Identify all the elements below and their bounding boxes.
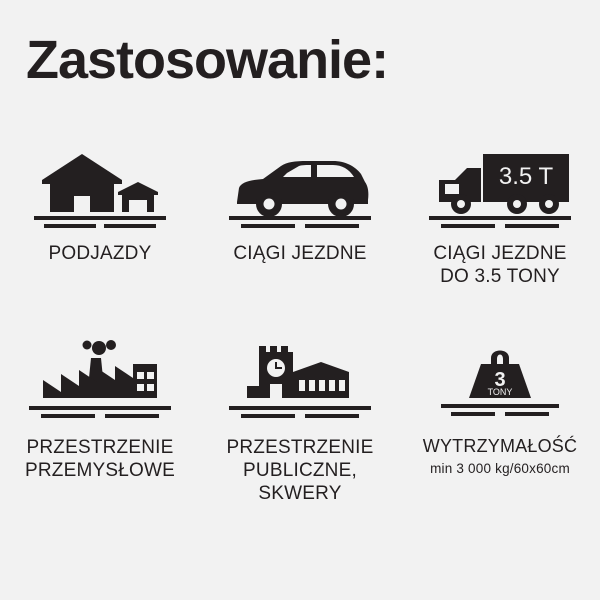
truck-load-badge: 3.5 T — [498, 163, 554, 190]
truck-icon — [425, 136, 575, 232]
house-garage-icon — [30, 136, 170, 232]
applications-grid — [0, 128, 600, 528]
application-item-load-capacity — [400, 328, 600, 528]
application-item-driving-lanes-35t — [400, 128, 600, 328]
factory-icon — [25, 336, 175, 428]
application-item-driving-lanes — [200, 128, 400, 328]
application-item-industrial-space — [0, 328, 200, 528]
weight-value: 3 — [494, 369, 506, 391]
application-label — [433, 242, 566, 288]
application-label — [423, 436, 577, 478]
application-label-line2: PRZEMYSŁOWE — [25, 460, 175, 482]
application-label-line3: SKWERY — [258, 483, 342, 505]
car-icon — [225, 136, 375, 232]
application-label: PODJAZDY — [48, 243, 152, 264]
application-label — [25, 436, 175, 482]
weight-icon — [435, 336, 565, 428]
application-label: CIĄGI JEZDNE — [233, 243, 367, 264]
application-item-public-space — [200, 328, 400, 528]
application-label-line1: CIĄGI JEZDNE — [433, 243, 567, 264]
town-hall-icon — [225, 336, 375, 428]
application-label — [226, 436, 373, 506]
application-label-line1: PRZESTRZENIE — [226, 437, 374, 458]
application-item-driveways — [0, 128, 200, 328]
application-sub-label: min 3 000 kg/60x60cm — [430, 460, 570, 476]
application-label-line1: WYTRZYMAŁOŚĆ — [422, 436, 578, 456]
page-title: Zastosowanie: — [26, 30, 389, 90]
weight-unit: TONY — [487, 387, 513, 397]
application-label-line2: PUBLICZNE, — [243, 460, 357, 482]
application-label-line1: PRZESTRZENIE — [26, 437, 174, 458]
application-label-line2: DO 3.5 TONY — [440, 266, 560, 288]
